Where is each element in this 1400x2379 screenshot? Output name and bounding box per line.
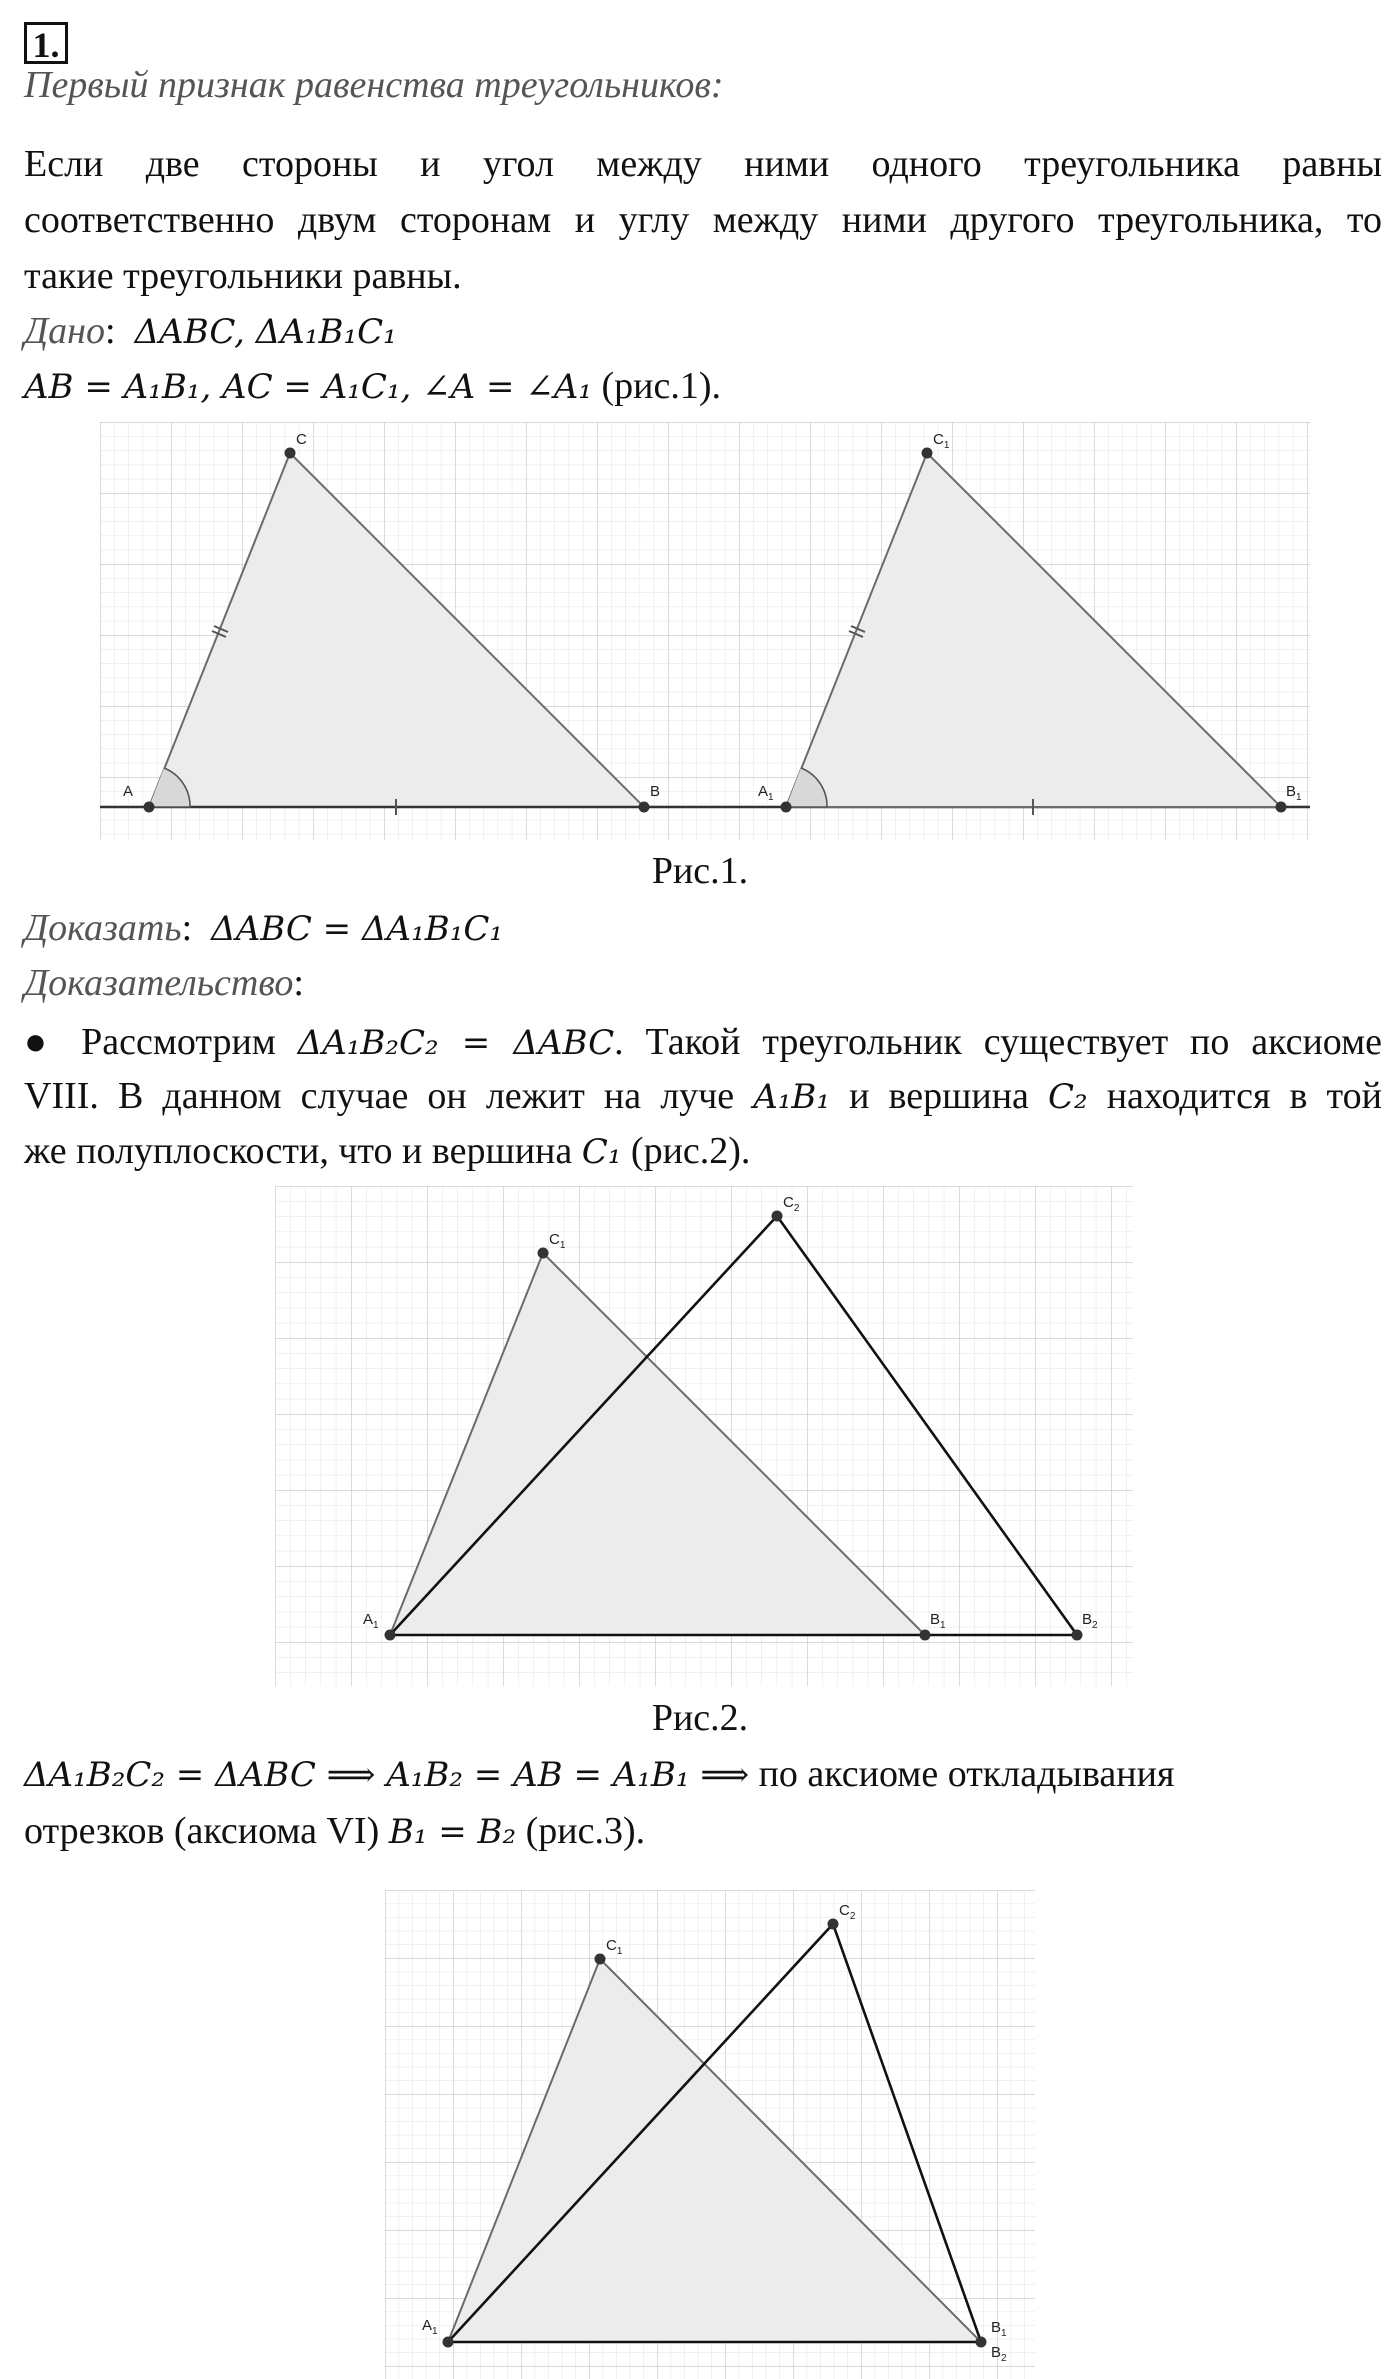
given-line: Дано: ΔABC, ΔA₁B₁C₁ [24,310,397,352]
proof-line-1: ● Рассмотрим ΔA₁B₂C₂ = ΔABC. Такой треугольник существует по аксиоме [24,1021,1382,1063]
label-a: A [123,783,134,800]
figure-2 [275,1186,1133,1686]
fig3-label-c1: $C_1$ [606,1937,623,1957]
theorem-heading: Первый признак равенства треугольников: [24,64,724,106]
fig3-label-c2: $C_2$ [839,1902,856,1922]
proof2-line-1: ΔA₁B₂C₂ = ΔABC ⟹ A₁B₂ = AB = A₁B₁ ⟹ по аксиоме откладывания [24,1753,1175,1795]
fig2-label-c2: $C_2$ [783,1194,800,1214]
proof2-line-2: отрезков (аксиома VI) B₁ = B₂ (рис.3). [24,1810,646,1852]
fig3-label-a1: $A_1$ [422,2317,438,2337]
proof-line-2: VIII. В данном случае он лежит на луче A₁B₁ и вершина C₂ находится в той [24,1075,1382,1117]
figure-1-caption: Рис.1. [651,850,749,892]
given-triangles: ΔABC, ΔA₁B₁C₁ [134,312,397,352]
fig3-label-b2: $B_2$ [991,2344,1007,2364]
label-c1: $C_1$ [933,431,950,451]
label-b: B [650,783,661,800]
label-a1: $A_1$ [758,783,774,803]
label-b1: $B_1$ [1286,783,1302,803]
figure-2-caption: Рис.2. [651,1697,749,1739]
statement-line-3: такие треугольники равны. [24,255,462,297]
given-conditions: AB = A₁B₁, AC = A₁C₁, ∠A = ∠A₁ [24,367,592,407]
fig2-label-a1: $A_1$ [363,1611,379,1631]
prove-statement: ΔABC = ΔA₁B₁C₁ [211,909,503,949]
proof-line-3: же полуплоскости, что и вершина C₁ (рис.2). [24,1130,751,1172]
proof-heading-line: Доказательство: [24,962,304,1004]
fig2-label-b2: $B_2$ [1082,1611,1098,1631]
given-ref: (рис.1). [601,365,722,407]
proof-label: Доказательство [24,962,294,1004]
prove-label: Доказать [24,907,182,949]
statement-line-1: Если две стороны и угол между ними одного треугольника равны [24,143,1382,185]
fig3-label-b1: $B_1$ [991,2319,1007,2339]
label-c: C [296,431,307,448]
figure-1 [100,422,1310,840]
given-conditions-line [24,361,1382,412]
prove-line: Доказать: ΔABC = ΔA₁B₁C₁ [24,907,503,949]
fig2-label-c1: $C_1$ [549,1231,566,1251]
figure-3 [385,1890,1035,2379]
given-label: Дано [24,310,106,352]
problem-number: 1. [24,22,68,64]
fig2-label-b1: $B_1$ [930,1611,946,1631]
statement-line-2: соответственно двум сторонам и углу между ними другого треугольника, то [24,199,1382,241]
